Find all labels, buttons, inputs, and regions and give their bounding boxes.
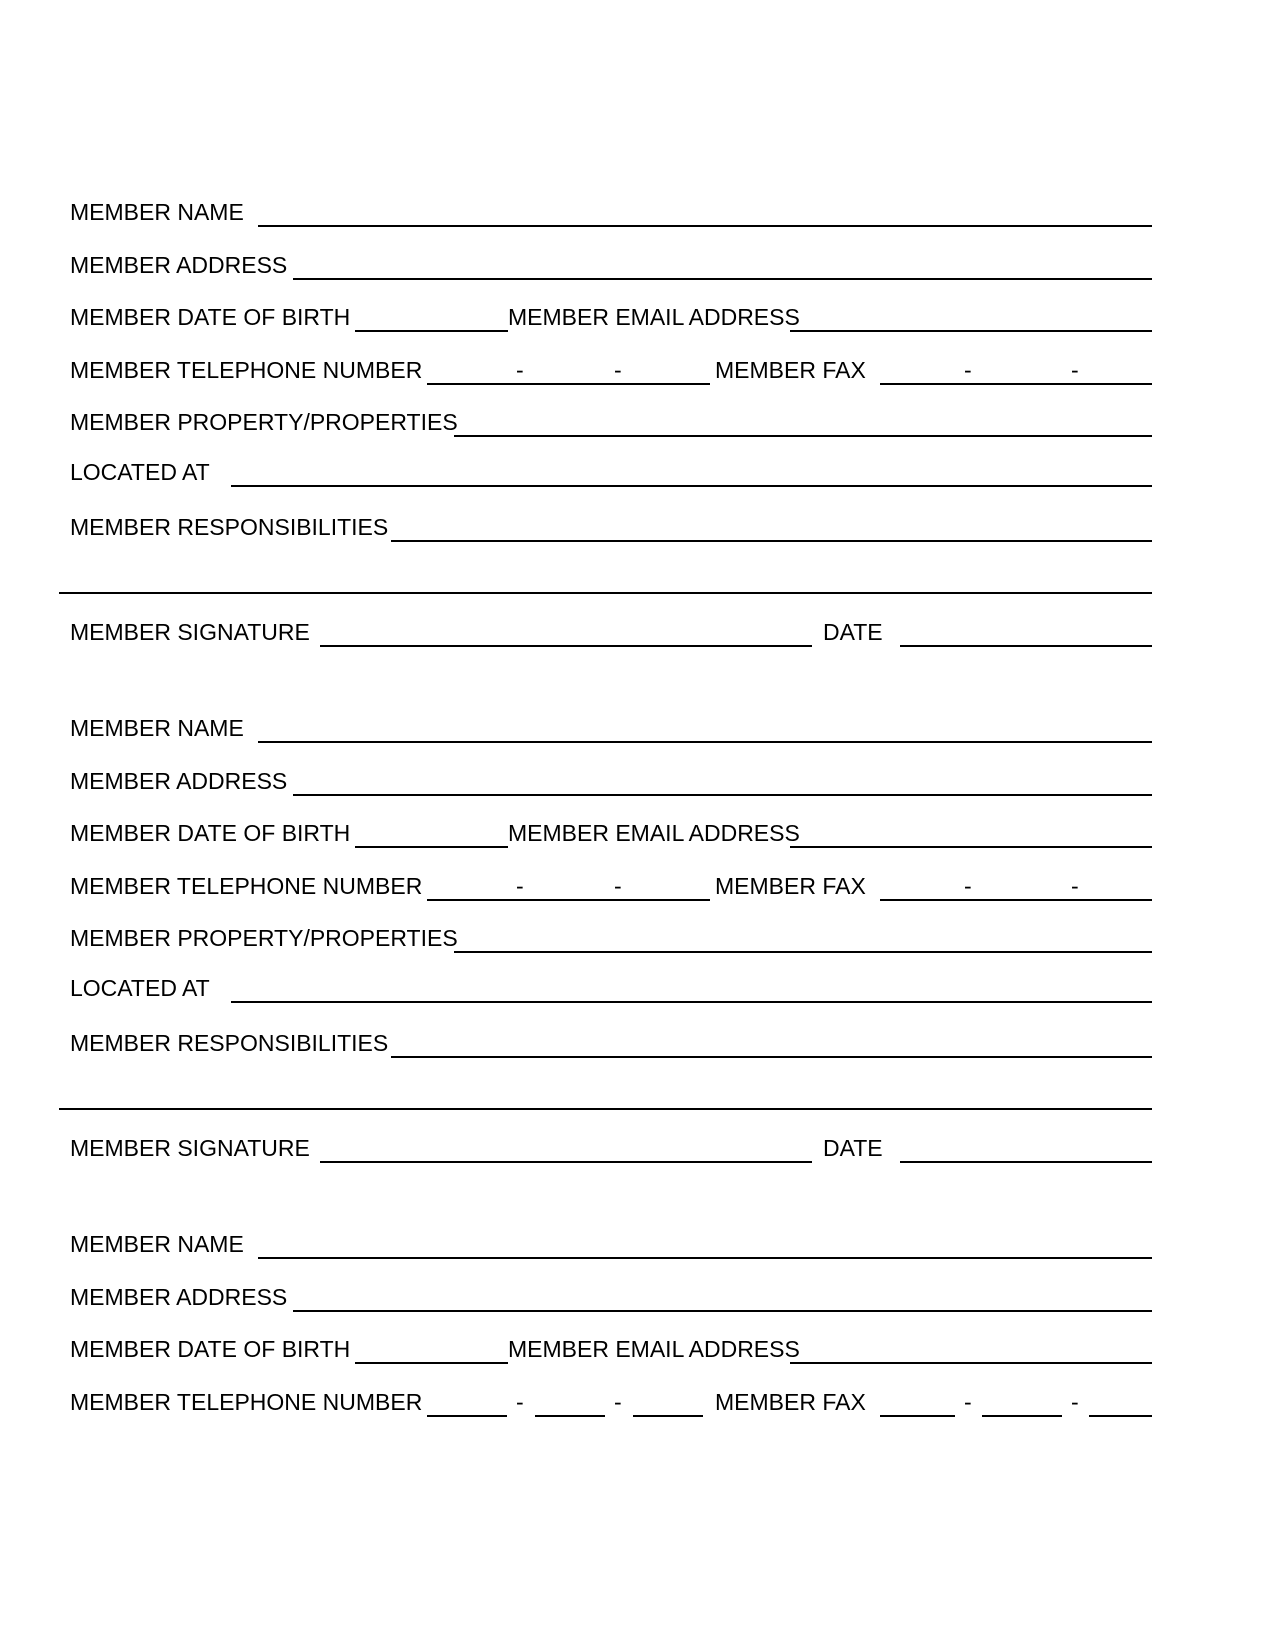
section3-member-fax-line-field[interactable] — [1089, 1415, 1152, 1417]
section2-member-name-field[interactable] — [258, 741, 1152, 743]
section1-member-fax-field[interactable] — [880, 383, 1152, 385]
section1-date-label: DATE — [823, 619, 883, 645]
section1-date-field[interactable] — [900, 645, 1152, 647]
section1-member-address-field[interactable] — [293, 278, 1152, 280]
section2-member-email-label: MEMBER EMAIL ADDRESS — [508, 820, 800, 846]
section1-member-name-field[interactable] — [258, 225, 1152, 227]
section1-member-fax-label: MEMBER FAX — [715, 356, 866, 383]
section2-member-dob-field[interactable] — [355, 846, 508, 848]
section1-member-signature-label: MEMBER SIGNATURE — [70, 619, 310, 645]
section2-member-phone-sep-2: - — [614, 872, 622, 899]
section1-member-property-field[interactable] — [454, 435, 1152, 437]
section2-member-responsibilities-field-2[interactable] — [59, 1108, 1152, 1110]
section1-member-fax-sep-2: - — [1071, 356, 1079, 383]
section2-member-name-label: MEMBER NAME — [70, 715, 244, 741]
section2-member-phone-label: MEMBER TELEPHONE NUMBER — [70, 872, 423, 899]
section2-member-dob-label: MEMBER DATE OF BIRTH — [70, 820, 351, 846]
section3-member-fax-sep-2: - — [1071, 1388, 1079, 1415]
section1-member-address-label: MEMBER ADDRESS — [70, 251, 288, 278]
section1-member-responsibilities-label: MEMBER RESPONSIBILITIES — [70, 514, 389, 540]
section2-member-fax-label: MEMBER FAX — [715, 872, 866, 899]
section3-member-name-label: MEMBER NAME — [70, 1231, 244, 1257]
section2-member-fax-sep-2: - — [1071, 872, 1079, 899]
section1-member-dob-field[interactable] — [355, 330, 508, 332]
section3-member-phone-area-field[interactable] — [427, 1415, 507, 1417]
section1-member-property-label: MEMBER PROPERTY/PROPERTIES — [70, 409, 458, 435]
section2-member-phone-field[interactable] — [427, 899, 710, 901]
section3-member-address-label: MEMBER ADDRESS — [70, 1283, 288, 1310]
section2-member-email-field[interactable] — [790, 846, 1152, 848]
section2-member-responsibilities-label: MEMBER RESPONSIBILITIES — [70, 1030, 389, 1056]
section1-member-phone-sep-2: - — [614, 356, 622, 383]
section2-member-phone-sep-1: - — [516, 872, 524, 899]
section3-member-email-label: MEMBER EMAIL ADDRESS — [508, 1336, 800, 1362]
section2-member-address-label: MEMBER ADDRESS — [70, 767, 288, 794]
section3-member-fax-label: MEMBER FAX — [715, 1388, 866, 1415]
section1-member-phone-label: MEMBER TELEPHONE NUMBER — [70, 356, 423, 383]
section1-member-name-label: MEMBER NAME — [70, 199, 244, 225]
section2-member-fax-sep-1: - — [964, 872, 972, 899]
section3-member-phone-sep-2: - — [614, 1388, 622, 1415]
section2-date-label: DATE — [823, 1135, 883, 1161]
section2-member-property-field[interactable] — [454, 951, 1152, 953]
section1-member-dob-label: MEMBER DATE OF BIRTH — [70, 304, 351, 330]
section2-member-address-field[interactable] — [293, 794, 1152, 796]
section3-member-phone-label: MEMBER TELEPHONE NUMBER — [70, 1388, 423, 1415]
section1-located-at-label: LOCATED AT — [70, 458, 210, 485]
section3-member-dob-field[interactable] — [355, 1362, 508, 1364]
section2-located-at-field[interactable] — [231, 1001, 1152, 1003]
section3-member-fax-prefix-field[interactable] — [982, 1415, 1062, 1417]
section2-member-fax-field[interactable] — [880, 899, 1152, 901]
section3-member-fax-sep-1: - — [964, 1388, 972, 1415]
section1-member-phone-sep-1: - — [516, 356, 524, 383]
section1-member-phone-field[interactable] — [427, 383, 710, 385]
section2-member-property-label: MEMBER PROPERTY/PROPERTIES — [70, 925, 458, 951]
section1-member-signature-field[interactable] — [320, 645, 812, 647]
section3-member-fax-area-field[interactable] — [880, 1415, 955, 1417]
section3-member-phone-line-field[interactable] — [633, 1415, 703, 1417]
section3-member-dob-label: MEMBER DATE OF BIRTH — [70, 1336, 351, 1362]
section1-member-email-label: MEMBER EMAIL ADDRESS — [508, 304, 800, 330]
section2-date-field[interactable] — [900, 1161, 1152, 1163]
section3-member-email-field[interactable] — [790, 1362, 1152, 1364]
section2-member-responsibilities-field[interactable] — [391, 1056, 1152, 1058]
section2-member-signature-field[interactable] — [320, 1161, 812, 1163]
section1-member-responsibilities-field-2[interactable] — [59, 592, 1152, 594]
section3-member-phone-prefix-field[interactable] — [535, 1415, 605, 1417]
section1-member-fax-sep-1: - — [964, 356, 972, 383]
section3-member-phone-sep-1: - — [516, 1388, 524, 1415]
section1-located-at-field[interactable] — [231, 485, 1152, 487]
section3-member-address-field[interactable] — [293, 1310, 1152, 1312]
section2-located-at-label: LOCATED AT — [70, 974, 210, 1001]
section1-member-email-field[interactable] — [790, 330, 1152, 332]
section3-member-name-field[interactable] — [258, 1257, 1152, 1259]
section2-member-signature-label: MEMBER SIGNATURE — [70, 1135, 310, 1161]
section1-member-responsibilities-field[interactable] — [391, 540, 1152, 542]
